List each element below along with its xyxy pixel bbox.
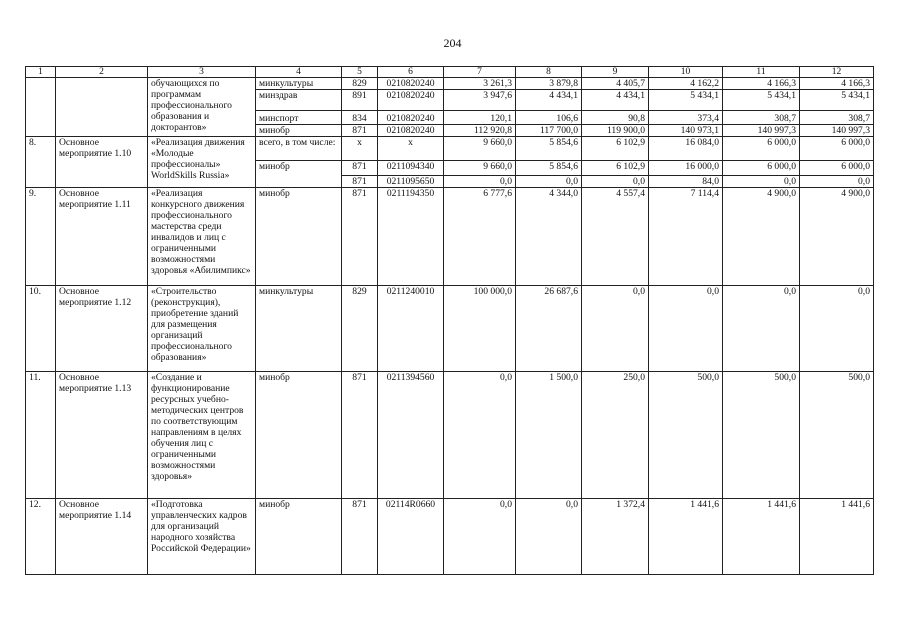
- table-row: [26, 137, 874, 161]
- value-cell: 4 162,2: [649, 78, 723, 90]
- value-cell: 4 557,4: [582, 188, 649, 286]
- executor-cell: минобр: [256, 161, 342, 188]
- csr-cell: 0211240010: [378, 286, 444, 372]
- value-cell: 5 434,1: [800, 90, 874, 111]
- table-row: [26, 286, 874, 372]
- column-header: 10: [649, 67, 723, 78]
- column-header: 6: [378, 67, 444, 78]
- value-cell: 6 777,6: [444, 188, 516, 286]
- table-row: [26, 188, 874, 286]
- value-cell: 4 434,1: [516, 90, 582, 111]
- value-cell: 5 854,6: [516, 161, 582, 176]
- row-number-cell: 11.: [26, 372, 56, 499]
- value-cell: 6 000,0: [800, 161, 874, 176]
- row-type-cell: Основное мероприятие 1.13: [56, 372, 148, 499]
- csr-cell: 0210820240: [378, 111, 444, 125]
- value-cell: 4 900,0: [800, 188, 874, 286]
- budget-table: [25, 66, 874, 575]
- measure-name-cell: «Строительство (реконструкция), приобретение зданий для размещения организаций профессионального образования»: [148, 286, 256, 372]
- value-cell: 5 434,1: [649, 90, 723, 111]
- value-cell: 140 973,1: [649, 125, 723, 137]
- page-number: 204: [443, 36, 462, 50]
- value-cell: 373,4: [649, 111, 723, 125]
- code-cell: 871: [342, 188, 378, 286]
- column-header: 1: [26, 67, 56, 78]
- value-cell: 1 441,6: [723, 499, 800, 575]
- value-cell: 140 997,3: [800, 125, 874, 137]
- value-cell: 5 854,6: [516, 137, 582, 161]
- executor-cell: минкультуры: [256, 78, 342, 90]
- value-cell: 9 660,0: [444, 161, 516, 176]
- value-cell: 4 166,3: [800, 78, 874, 90]
- code-cell: 871: [342, 161, 378, 176]
- code-cell: 871: [342, 176, 378, 188]
- value-cell: 0,0: [723, 286, 800, 372]
- value-cell: 0,0: [582, 176, 649, 188]
- executor-cell: минобр: [256, 372, 342, 499]
- code-cell: 891: [342, 90, 378, 111]
- csr-cell: 0210820240: [378, 90, 444, 111]
- value-cell: 500,0: [723, 372, 800, 499]
- column-header: 9: [582, 67, 649, 78]
- executor-cell: минздрав: [256, 90, 342, 111]
- value-cell: 26 687,6: [516, 286, 582, 372]
- column-header: 3: [148, 67, 256, 78]
- csr-cell: 0211394560: [378, 372, 444, 499]
- csr-cell: x: [378, 137, 444, 161]
- measure-name-cell: «Реализация движения «Молодые профессионалы» WorldSkills Russia»: [148, 137, 256, 188]
- value-cell: 3 879,8: [516, 78, 582, 90]
- value-cell: 0,0: [723, 176, 800, 188]
- row-type-cell: Основное мероприятие 1.10: [56, 137, 148, 188]
- value-cell: 0,0: [444, 176, 516, 188]
- value-cell: 308,7: [723, 111, 800, 125]
- value-cell: 308,7: [800, 111, 874, 125]
- value-cell: 4 900,0: [723, 188, 800, 286]
- code-cell: 871: [342, 372, 378, 499]
- column-header: 12: [800, 67, 874, 78]
- executor-cell: минкультуры: [256, 286, 342, 372]
- value-cell: 1 372,4: [582, 499, 649, 575]
- column-header: 7: [444, 67, 516, 78]
- value-cell: 1 500,0: [516, 372, 582, 499]
- csr-cell: 0211094340: [378, 161, 444, 176]
- row-type-cell: Основное мероприятие 1.14: [56, 499, 148, 575]
- table-row: [26, 499, 874, 575]
- value-cell: 1 441,6: [800, 499, 874, 575]
- value-cell: 9 660,0: [444, 137, 516, 161]
- value-cell: 4 405,7: [582, 78, 649, 90]
- row-type-cell: Основное мероприятие 1.11: [56, 188, 148, 286]
- value-cell: 7 114,4: [649, 188, 723, 286]
- value-cell: 0,0: [800, 176, 874, 188]
- column-number-row: [26, 67, 874, 78]
- value-cell: 250,0: [582, 372, 649, 499]
- row-number-cell: 9.: [26, 188, 56, 286]
- executor-cell: минспорт: [256, 111, 342, 125]
- value-cell: 84,0: [649, 176, 723, 188]
- value-cell: 120,1: [444, 111, 516, 125]
- code-cell: 829: [342, 78, 378, 90]
- measure-name-cell: «Создание и функционирование ресурсных учебно-методических центров по соответствующим направлениям в целях обучения лиц с ограниченными возможностями здоровья»: [148, 372, 256, 499]
- csr-cell: 0211194350: [378, 188, 444, 286]
- code-cell: 829: [342, 286, 378, 372]
- row-number-cell: 12.: [26, 499, 56, 575]
- value-cell: 6 000,0: [723, 161, 800, 176]
- column-header: 4: [256, 67, 342, 78]
- row-type-cell: Основное мероприятие 1.12: [56, 286, 148, 372]
- code-cell: x: [342, 137, 378, 161]
- column-header: 11: [723, 67, 800, 78]
- csr-cell: 0210820240: [378, 125, 444, 137]
- value-cell: 500,0: [649, 372, 723, 499]
- value-cell: 0,0: [582, 286, 649, 372]
- value-cell: 6 000,0: [723, 137, 800, 161]
- value-cell: 0,0: [800, 286, 874, 372]
- column-header: 2: [56, 67, 148, 78]
- value-cell: 90,8: [582, 111, 649, 125]
- code-cell: 871: [342, 125, 378, 137]
- value-cell: 500,0: [800, 372, 874, 499]
- value-cell: 0,0: [516, 176, 582, 188]
- csr-cell: 0210820240: [378, 78, 444, 90]
- value-cell: 16 000,0: [649, 161, 723, 176]
- row-number-cell: 10.: [26, 286, 56, 372]
- value-cell: 4 166,3: [723, 78, 800, 90]
- row-number-cell: 8.: [26, 137, 56, 188]
- measure-name-cell: обучающихся по программам профессионального образования и докторантов»: [148, 78, 256, 137]
- value-cell: 0,0: [444, 499, 516, 575]
- value-cell: 119 900,0: [582, 125, 649, 137]
- value-cell: 3 261,3: [444, 78, 516, 90]
- table-row: [26, 372, 874, 499]
- value-cell: 140 997,3: [723, 125, 800, 137]
- table-row: [26, 78, 874, 90]
- executor-cell: минобр: [256, 499, 342, 575]
- value-cell: 112 920,8: [444, 125, 516, 137]
- value-cell: 1 441,6: [649, 499, 723, 575]
- code-cell: 871: [342, 499, 378, 575]
- column-header: 5: [342, 67, 378, 78]
- value-cell: 0,0: [444, 372, 516, 499]
- value-cell: 0,0: [649, 286, 723, 372]
- measure-name-cell: «Подготовка управленческих кадров для организаций народного хозяйства Российской Федерации»: [148, 499, 256, 575]
- executor-cell: минобр: [256, 188, 342, 286]
- value-cell: 4 434,1: [582, 90, 649, 111]
- row-type-cell: [56, 78, 148, 137]
- csr-cell: 0211095650: [378, 176, 444, 188]
- measure-name-cell: «Реализация конкурсного движения профессионального мастерства среди инвалидов и лиц с ограниченными возможностями здоровья «Абилимпикс»: [148, 188, 256, 286]
- executor-cell: минобр: [256, 125, 342, 137]
- value-cell: 16 084,0: [649, 137, 723, 161]
- row-number-cell: [26, 78, 56, 137]
- executor-cell: всего, в том числе:: [256, 137, 342, 161]
- value-cell: 3 947,6: [444, 90, 516, 111]
- value-cell: 117 700,0: [516, 125, 582, 137]
- value-cell: 106,6: [516, 111, 582, 125]
- value-cell: 6 102,9: [582, 137, 649, 161]
- csr-cell: 02114R0660: [378, 499, 444, 575]
- value-cell: 100 000,0: [444, 286, 516, 372]
- value-cell: 6 102,9: [582, 161, 649, 176]
- code-cell: 834: [342, 111, 378, 125]
- column-header: 8: [516, 67, 582, 78]
- value-cell: 4 344,0: [516, 188, 582, 286]
- value-cell: 0,0: [516, 499, 582, 575]
- value-cell: 5 434,1: [723, 90, 800, 111]
- value-cell: 6 000,0: [800, 137, 874, 161]
